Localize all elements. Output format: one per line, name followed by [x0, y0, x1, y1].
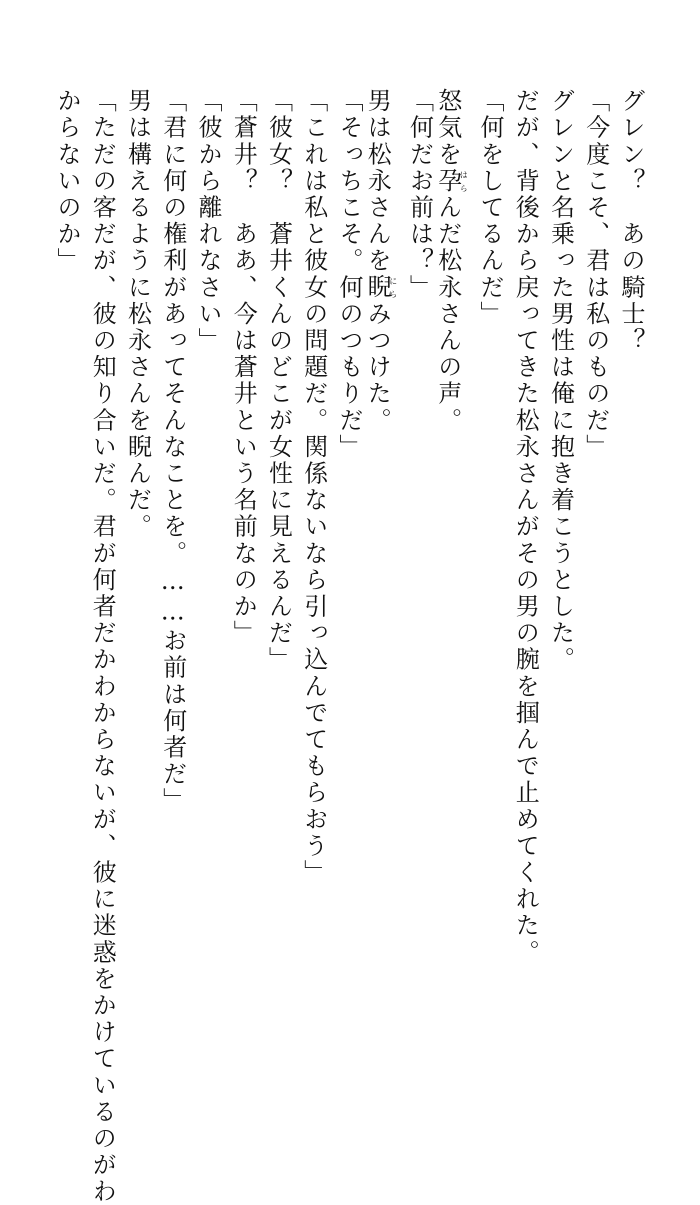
text-line-13: 「彼から離れなさい」 — [194, 88, 222, 354]
text-line-16: 「ただの客だが、彼の知り合いだ。君が何者だかわからないが、彼に迷惑をかけているのがわ — [88, 88, 117, 1205]
line-6-middle: んだ松永 — [433, 194, 462, 301]
line-8-middle: み — [363, 300, 392, 328]
text-line-12: 「蒼井？ ああ、今は蒼井という名前なのか」 — [229, 88, 258, 647]
text-line-5: 「何をしてるんだ」 — [476, 88, 504, 328]
line-8-prefix: 男は松永さんを — [363, 88, 392, 275]
text-line-1: グレン？ あの騎士？ — [617, 88, 645, 354]
line-6-suffix: さんの声。 — [433, 300, 462, 434]
text-line-4: だが、背後から戻ってきた松永さんがその男の腕を掴んで止めてくれた。 — [511, 88, 540, 966]
text-line-7: 「何だお前は？」 — [405, 88, 434, 301]
text-line-8 — [363, 88, 398, 968]
vertical-text-block — [53, 88, 645, 1205]
ruby-reading-nira: にら — [388, 274, 398, 301]
text-line-17: からないのか」 — [53, 88, 81, 275]
line-6-prefix: 怒気を — [433, 88, 462, 168]
text-line-3: グレンと名乗った男性は俺に抱き着こうとした。 — [546, 88, 575, 674]
text-line-6 — [433, 88, 469, 968]
text-line-14: 「君に何の権利があってそんなことを。……お前は何者だ」 — [158, 88, 187, 815]
ruby-word-hara — [433, 167, 469, 195]
text-line-10: 「これは私と彼女の問題だ。関係ないなら引っ込んでてもらおう」 — [299, 88, 328, 886]
text-line-9: 「そっちこそ。何のつもりだ」 — [335, 88, 363, 461]
ruby-word-nira — [363, 274, 398, 301]
text-line-11: 「彼女？ 蒼井くんのどこが女性に見えるんだ」 — [264, 88, 293, 674]
ruby-reading-hara: はら — [459, 167, 469, 195]
text-line-15: 男は構えるように松永さんを睨んだ。 — [123, 88, 152, 541]
line-8-suffix: つけた。 — [363, 327, 392, 434]
ruby-base-hara: 孕 — [433, 167, 462, 195]
ruby-base-nira: 睨 — [363, 274, 392, 301]
text-line-2: 「今度こそ、君は私のものだ」 — [581, 88, 610, 461]
